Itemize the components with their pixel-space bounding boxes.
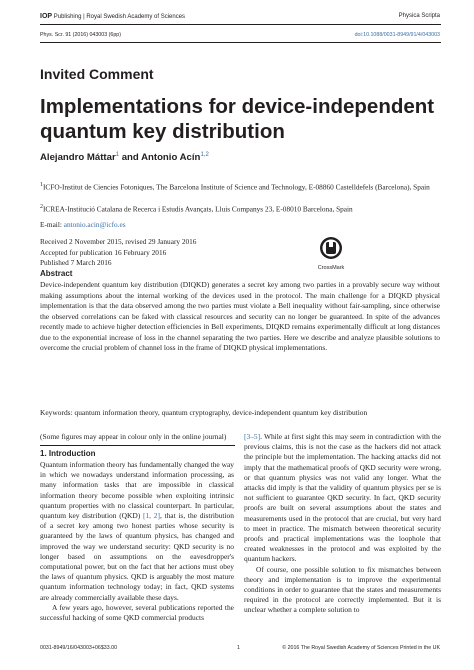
crossmark-label: CrossMark [317,265,345,271]
paragraph: A few years ago, however, several publications reported the successful hacking of some QKD commercial products [40,602,234,623]
iop-logo: IOP [40,13,53,20]
author-name: Alejandro Máttar [40,152,116,164]
page-number: 1 [237,645,240,651]
paragraph-text: . While at first sight this may seem in contradiction with the previous claims, this is not the case as the hackers did not attack the principle but the implementation. The hacking attacks did not imply that the mathematical proofs of QKD security were wrong, or that quantum physics was not valid any longer. What the attacks did imply is that the validity of quantum physics per se is not sufficient to guarantee QKD security. In fact, QKD security proofs are built on several assumptions about the states and measurements used in the protocol that are crucial, but very hard to meet in practice. The mismatch between theoretical security proofs and practical implementations was the loophole that created weaknesses in the protocol and was exploited by the quantum hackers. [244,432,441,564]
publisher-name: Publishing [53,14,82,20]
abstract-heading: Abstract [40,269,73,278]
affiliation-marker[interactable]: 1,2 [200,152,209,158]
journal-header [40,13,440,20]
published-date: Published 7 March 2016 [40,258,112,267]
author-list [40,152,209,163]
paragraph [40,460,234,603]
paragraph-text: Quantum information theory has fundamentally changed the way in which we nowadays understand information processing, as many information tasks that are impossible in classical information theory become possible when exploiting intrinsic quantum properties with no classical counterpart. In particular, quantum key distribution (QKD) [40,460,234,521]
author-name: Antonio Acín [141,152,201,164]
author-joiner: and [121,152,139,164]
paragraph: Of course, one possible solution to fix mismatches between theory and implementation is to improve the experimental conditions in order to guarantee that the states and measurements required in the protocol are correctly implemented. But it is unclear whether a complete solution to [244,564,441,615]
citation-link[interactable]: [1, 2] [142,511,160,521]
article-title: Implementations for device-independent quantum key distribution [40,95,435,143]
page-footer [40,645,440,651]
paragraph-text: , that is, the distribution of a secret key among two honest parties whose security is guaranteed by the laws of quantum physics, has changed and improved the way we understand security: QKD security is no longer based on assumptions on the eavesdropper's computational power, but on the fact that her actions must obey the laws of quantum physics. QKD is arguably the most mature quantum information technology today; in fact, QKD systems are already commercially available these days. [40,511,234,602]
affiliation-text: ICREA-Institució Catalana de Recerca i Estudis Avançats, Lluis Companys 23, E-08010 Barcelona, Spain [43,204,353,214]
affiliation-2 [40,202,460,215]
citation: Phys. Scr. 91 (2016) 043003 (6pp) [40,32,121,38]
section-rule [40,445,235,446]
citation-link[interactable]: [3–5] [244,432,261,441]
affiliation-1 [40,180,460,193]
header-rule [40,24,441,25]
copyright: © 2016 The Royal Swedish Academy of Sciences Printed in the UK [282,645,440,651]
paragraph [244,432,441,565]
colour-note: (Some figures may appear in colour only in the online journal) [40,432,227,441]
crossmark-icon [319,236,343,260]
citation-line [40,32,440,38]
society-name: Royal Swedish Academy of Sciences [86,14,186,20]
email-link[interactable]: antonio.acin@icfo.es [63,220,126,229]
article-type: Invited Comment [40,66,154,82]
header-separator: | [83,14,85,20]
crossmark-badge[interactable] [313,236,349,271]
email-label: E-mail: [40,220,62,229]
doi-link[interactable]: doi:10.1088/0031-8949/91/4/043003 [354,32,440,38]
affiliation-number: 2 [40,204,43,210]
abstract-text: Device-independent quantum key distribution (DIQKD) generates a secret key among two parties in a provably secure way without making assumptions about the internal working of the devices used in the protocol. The main challenge for a DIQKD physical implementation is that the data observed among the two parties must violate a Bell inequality without fair-sampling, since otherwise the observed correlations can be faked with classical resources and security can no longer be guaranteed. In spite of the advances recently made to achieve higher detection efficiencies in Bell experiments, DIQKD remains experimentally difficult at long distances due to the exponential increase of loss in the channel separating the two parties. Here we describe and analyze plausible solutions to overcome the crucial problem of channel loss in the frame of DIQKD physical implementations. [40,280,440,352]
accepted-date: Accepted for publication 16 February 2016 [40,247,167,257]
right-column [244,432,441,616]
affiliation-number: 1 [40,182,43,188]
affiliation-marker[interactable]: 1 [115,152,120,158]
journal-name: Physica Scripta [398,13,440,19]
left-column [40,460,234,623]
affiliation-text: ICFO-Institut de Ciencies Fotoniques, The Barcelona Institute of Science and Technology, E-08860 Castelldefels (Barcelona), Spain [43,182,430,192]
email-line [40,220,460,231]
footer-code: 0031-8949/16/043003+06$33.00 [40,645,118,651]
received-date: Received 2 November 2015, revised 29 January 2016 [40,237,197,246]
section-heading: 1. Introduction [40,449,96,458]
keywords: Keywords: quantum information theory, quantum cryptography, device-independent quantum key distribution [40,408,368,417]
meta-rule [40,42,441,43]
article-dates [40,237,196,269]
